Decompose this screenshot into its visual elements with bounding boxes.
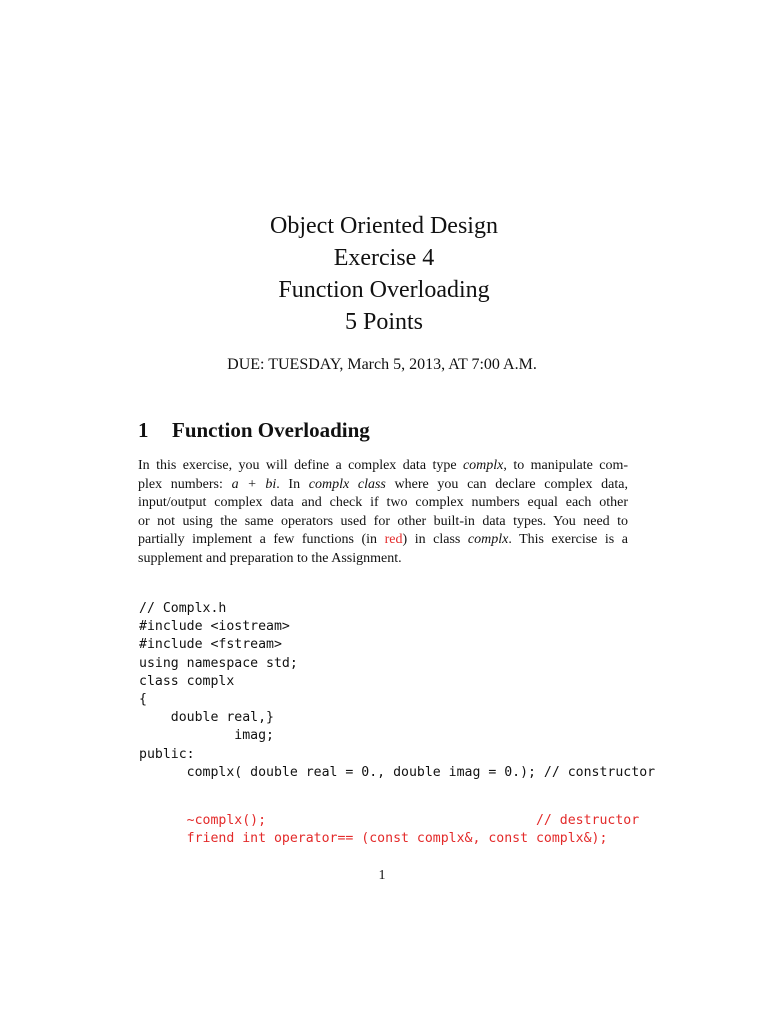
title-topic: Function Overloading bbox=[278, 277, 490, 303]
code-line: class complx bbox=[139, 673, 235, 689]
code-line-red: friend int operator== (const complx&, const complx&); bbox=[139, 831, 608, 847]
math-complx-2: complx bbox=[467, 532, 509, 547]
math-complx: complx bbox=[462, 458, 504, 473]
section-heading bbox=[138, 418, 370, 443]
math-a-plus-bi: a + bi bbox=[231, 476, 277, 492]
red-highlight-word: red bbox=[384, 532, 403, 547]
code-line: { bbox=[139, 692, 147, 708]
title-points: 5 Points bbox=[344, 309, 424, 335]
code-line: using namespace std; bbox=[139, 655, 298, 671]
title-course: Object Oriented Design bbox=[270, 213, 498, 239]
code-line: // Complx.h bbox=[139, 601, 227, 616]
title-exercise: Exercise 4 bbox=[333, 245, 435, 271]
document-title bbox=[0, 210, 768, 338]
intro-paragraph bbox=[138, 457, 628, 568]
paragraph-line-6: supplement and preparation to the Assignment. bbox=[138, 550, 402, 566]
code-line: #include <iostream> bbox=[139, 619, 290, 635]
page-number: 1 bbox=[378, 868, 386, 883]
section-number: 1 bbox=[138, 418, 149, 442]
paragraph-line-2: plex numbers: a + bi. In complx class where you can declare complex data, bbox=[138, 476, 628, 492]
paragraph-line-5: partially implement a few functions (in red) in class complx. This exercise is a bbox=[138, 532, 629, 547]
code-line: public: bbox=[139, 746, 195, 762]
paragraph-line-3: input/output complex data and check if two complex numbers equal each other bbox=[138, 495, 628, 510]
section-title: Function Overloading bbox=[172, 418, 370, 442]
code-line-red: ~complx(); // destructor bbox=[139, 813, 640, 828]
code-listing bbox=[139, 600, 655, 782]
due-date: DUE: TUESDAY, March 5, 2013, AT 7:00 A.M. bbox=[227, 356, 537, 373]
code-line: complx( double real = 0., double imag = 0.); // constructor bbox=[139, 764, 656, 780]
paragraph-line-4: or not using the same operators used for other built-in data types. You need to bbox=[138, 513, 628, 529]
code-line: #include <fstream> bbox=[139, 637, 282, 653]
code-line: imag; bbox=[139, 728, 274, 744]
math-complx-class: complx class bbox=[308, 476, 386, 492]
paragraph-line-1: In this exercise, you will define a complex data type complx, to manipulate com- bbox=[138, 458, 628, 473]
code-listing-highlighted bbox=[139, 812, 639, 848]
code-line: double real,} bbox=[139, 710, 274, 726]
